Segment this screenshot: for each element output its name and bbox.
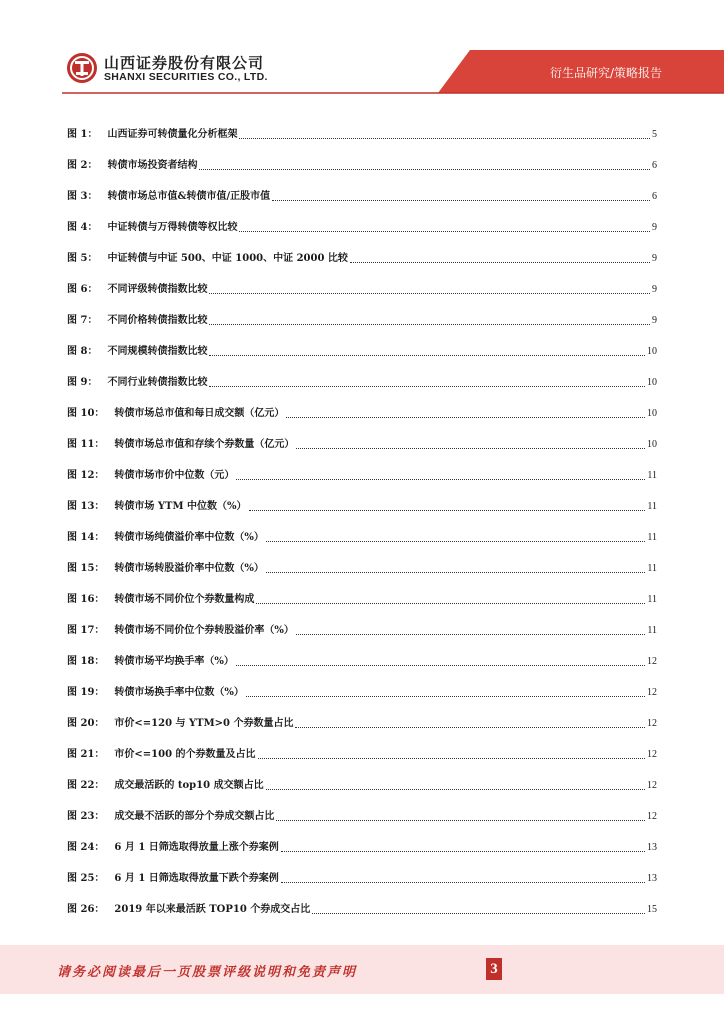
toc-page-number: 12 xyxy=(647,686,657,698)
toc-figure-title: 转债市场平均换手率（%） xyxy=(114,655,234,667)
disclaimer-text: 请务必阅读最后一页股票评级说明和免责声明 xyxy=(57,965,358,980)
toc-page-number: 12 xyxy=(647,655,657,667)
toc-figure-label: 图 19： xyxy=(67,686,105,698)
toc-figure-label: 图 12： xyxy=(67,469,105,481)
toc-dot-leader xyxy=(199,159,650,170)
toc-figure-label: 图 20： xyxy=(67,717,105,729)
toc-figure-title: 不同规模转债指数比较 xyxy=(107,345,208,357)
toc-figure-title: 市价<=120 与 YTM>0 个券数量占比 xyxy=(114,717,294,729)
toc-page-number: 12 xyxy=(647,779,657,791)
toc-figure-title: 转债市场总市值和存续个券数量（亿元） xyxy=(114,438,295,450)
toc-dot-leader xyxy=(281,872,645,883)
toc-page-number: 9 xyxy=(652,221,657,233)
toc-entry[interactable] xyxy=(67,801,657,832)
toc-page-number: 10 xyxy=(647,345,657,357)
toc-figure-label: 图 25： xyxy=(67,872,105,884)
toc-page-number: 11 xyxy=(647,624,657,636)
toc-figure-title: 转债市场 YTM 中位数（%） xyxy=(114,500,247,512)
toc-dot-leader xyxy=(236,469,645,480)
toc-entry[interactable] xyxy=(67,770,657,801)
toc-page-number: 12 xyxy=(647,748,657,760)
toc-entry[interactable] xyxy=(67,336,657,367)
toc-figure-title: 转债市场市价中位数（元） xyxy=(114,469,235,481)
toc-dot-leader xyxy=(266,531,645,542)
toc-page-number: 9 xyxy=(652,283,657,295)
toc-dot-leader xyxy=(281,841,645,852)
toc-dot-leader xyxy=(239,221,650,232)
toc-entry[interactable] xyxy=(67,274,657,305)
toc-figure-label: 图 1： xyxy=(67,128,98,140)
toc-page-number: 11 xyxy=(647,531,657,543)
toc-dot-leader xyxy=(209,376,645,387)
toc-figure-title: 中证转债与万得转债等权比较 xyxy=(107,221,238,233)
toc-figure-label: 图 4： xyxy=(67,221,98,233)
toc-figure-label: 图 11： xyxy=(67,438,105,450)
toc-dot-leader xyxy=(272,190,650,201)
toc-figure-label: 图 23： xyxy=(67,810,105,822)
toc-dot-leader xyxy=(239,128,650,139)
toc-entry[interactable] xyxy=(67,584,657,615)
toc-figure-title: 转债市场不同价位个券数量构成 xyxy=(114,593,255,605)
toc-entry[interactable] xyxy=(67,429,657,460)
toc-page-number: 5 xyxy=(652,128,657,140)
toc-figure-label: 图 8： xyxy=(67,345,98,357)
toc-page-number: 6 xyxy=(652,159,657,171)
toc-figure-title: 转债市场总市值&转债市值/正股市值 xyxy=(107,190,271,202)
toc-figure-label: 图 16： xyxy=(67,593,105,605)
toc-dot-leader xyxy=(276,810,645,821)
toc-dot-leader xyxy=(296,624,645,635)
toc-figure-label: 图 6： xyxy=(67,283,98,295)
toc-dot-leader xyxy=(295,717,645,728)
toc-entry[interactable] xyxy=(67,646,657,677)
toc-entry[interactable] xyxy=(67,243,657,274)
toc-entry[interactable] xyxy=(67,553,657,584)
toc-page-number: 11 xyxy=(647,593,657,605)
toc-entry[interactable] xyxy=(67,615,657,646)
toc-dot-leader xyxy=(312,903,645,914)
toc-entry[interactable] xyxy=(67,119,657,150)
toc-entry[interactable] xyxy=(67,460,657,491)
toc-entry[interactable] xyxy=(67,677,657,708)
toc-figure-title: 2019 年以来最活跃 TOP10 个券成交占比 xyxy=(114,903,311,915)
toc-page-number: 15 xyxy=(647,903,657,915)
toc-figure-title: 转债市场不同价位个券转股溢价率（%） xyxy=(114,624,294,636)
toc-entry[interactable] xyxy=(67,863,657,894)
toc-figure-label: 图 9： xyxy=(67,376,98,388)
toc-figure-title: 山西证券可转债量化分析框架 xyxy=(107,128,238,140)
toc-figure-label: 图 24： xyxy=(67,841,105,853)
toc-page-number: 10 xyxy=(647,438,657,450)
toc-figure-title: 市价<=100 的个券数量及占比 xyxy=(114,748,256,760)
toc-page-number: 9 xyxy=(652,252,657,264)
toc-figure-title: 6 月 1 日筛选取得放量上涨个券案例 xyxy=(114,841,279,853)
toc-figure-label: 图 26： xyxy=(67,903,105,915)
page-footer xyxy=(0,945,724,994)
toc-page-number: 10 xyxy=(647,407,657,419)
toc-figure-title: 转债市场纯债溢价率中位数（%） xyxy=(114,531,264,543)
toc-entry[interactable] xyxy=(67,367,657,398)
toc-dot-leader xyxy=(236,655,645,666)
toc-entry[interactable] xyxy=(67,894,657,925)
toc-figure-label: 图 7： xyxy=(67,314,98,326)
toc-page-number: 11 xyxy=(647,469,657,481)
company-name-en: SHANXI SECURITIES CO., LTD. xyxy=(104,71,268,83)
toc-figure-title: 转债市场转股溢价率中位数（%） xyxy=(114,562,264,574)
toc-figure-title: 转债市场总市值和每日成交额（亿元） xyxy=(114,407,285,419)
toc-entry[interactable] xyxy=(67,708,657,739)
toc-page-number: 9 xyxy=(652,314,657,326)
toc-page-number: 13 xyxy=(647,872,657,884)
toc-entry[interactable] xyxy=(67,150,657,181)
toc-entry[interactable] xyxy=(67,305,657,336)
toc-figure-title: 中证转债与中证 500、中证 1000、中证 2000 比较 xyxy=(107,252,348,264)
toc-dot-leader xyxy=(209,345,645,356)
toc-figure-label: 图 15： xyxy=(67,562,105,574)
toc-page-number: 11 xyxy=(647,562,657,574)
toc-figure-label: 图 5： xyxy=(67,252,98,264)
figure-index xyxy=(67,119,657,925)
toc-page-number: 12 xyxy=(647,717,657,729)
toc-dot-leader xyxy=(256,593,645,604)
report-type: 衍生品研究/策略报告 xyxy=(549,66,662,80)
toc-dot-leader xyxy=(258,748,645,759)
toc-page-number: 6 xyxy=(652,190,657,202)
toc-dot-leader xyxy=(246,686,645,697)
company-logo-icon xyxy=(66,52,98,84)
toc-figure-title: 转债市场换手率中位数（%） xyxy=(114,686,244,698)
toc-dot-leader xyxy=(296,438,645,449)
toc-figure-title: 成交最活跃的 top10 成交额占比 xyxy=(114,779,264,791)
toc-entry[interactable] xyxy=(67,522,657,553)
toc-figure-label: 图 3： xyxy=(67,190,98,202)
toc-figure-title: 不同评级转债指数比较 xyxy=(107,283,208,295)
toc-figure-label: 图 2： xyxy=(67,159,98,171)
toc-dot-leader xyxy=(286,407,645,418)
toc-entry[interactable] xyxy=(67,212,657,243)
toc-figure-title: 不同价格转债指数比较 xyxy=(107,314,208,326)
toc-figure-label: 图 22： xyxy=(67,779,105,791)
toc-figure-label: 图 13： xyxy=(67,500,105,512)
toc-figure-label: 图 17： xyxy=(67,624,105,636)
toc-page-number: 11 xyxy=(647,500,657,512)
toc-page-number: 12 xyxy=(647,810,657,822)
toc-entry[interactable] xyxy=(67,832,657,863)
toc-figure-title: 6 月 1 日筛选取得放量下跌个券案例 xyxy=(114,872,279,884)
toc-entry[interactable] xyxy=(67,739,657,770)
page-header xyxy=(0,0,724,95)
page-number: 3 xyxy=(486,958,502,980)
toc-figure-label: 图 18： xyxy=(67,655,105,667)
toc-dot-leader xyxy=(350,252,650,263)
toc-dot-leader xyxy=(266,562,645,573)
toc-entry[interactable] xyxy=(67,181,657,212)
toc-figure-label: 图 10： xyxy=(67,407,105,419)
toc-page-number: 10 xyxy=(647,376,657,388)
toc-page-number: 13 xyxy=(647,841,657,853)
toc-entry[interactable] xyxy=(67,491,657,522)
company-name-cn: 山西证券股份有限公司 xyxy=(104,54,265,72)
toc-figure-title: 转债市场投资者结构 xyxy=(107,159,198,171)
toc-entry[interactable] xyxy=(67,398,657,429)
toc-figure-label: 图 21： xyxy=(67,748,105,760)
toc-figure-title: 不同行业转债指数比较 xyxy=(107,376,208,388)
toc-dot-leader xyxy=(209,314,650,325)
toc-figure-label: 图 14： xyxy=(67,531,105,543)
toc-dot-leader xyxy=(249,500,646,511)
toc-dot-leader xyxy=(266,779,645,790)
toc-dot-leader xyxy=(209,283,650,294)
toc-figure-title: 成交最不活跃的部分个券成交额占比 xyxy=(114,810,275,822)
